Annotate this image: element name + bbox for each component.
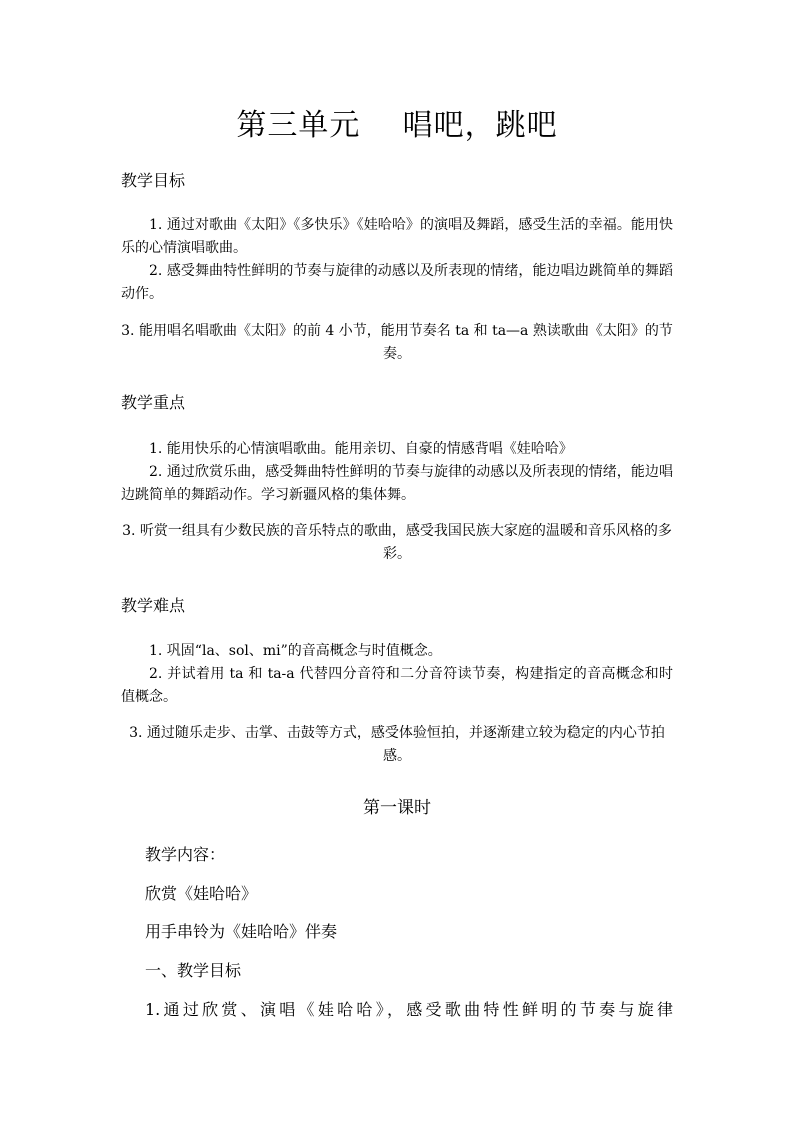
key-points-paragraph-1: 1. 能用快乐的心情演唱歌曲。能用亲切、自豪的情感背唱《娃哈哈》 <box>149 441 573 457</box>
difficulties-paragraph-1: 1. 巩固“la、sol、mi”的音高概念与时值概念。 <box>149 643 442 659</box>
page-title: 第三单元 唱吧，跳吧 <box>236 108 558 143</box>
goals-paragraph-3: 3. 能用唱名唱歌曲《太阳》的前 4 小节，能用节奏名 ta 和 ta—a 熟读歌曲《太阳》的节奏。 <box>121 323 673 362</box>
lesson-content-item-2: 用手串铃为《娃哈哈》伴奏 <box>145 922 338 941</box>
lesson-content-label: 教学内容： <box>145 845 226 864</box>
lesson-goals-label: 一、教学目标 <box>145 961 242 980</box>
lesson-title: 第一课时 <box>363 798 431 818</box>
key-points-paragraph-3: 3. 听赏一组具有少数民族的音乐特点的歌曲，感受我国民族大家庭的温暖和音乐风格的多彩。 <box>122 523 672 562</box>
section-heading-difficulties: 教学难点 <box>121 596 186 615</box>
difficulties-paragraph-2: 2. 并试着用 ta 和 ta-a 代替四分音符和二分音符读节奏，构建指定的音高概念和时值概念。 <box>121 666 673 705</box>
difficulties-paragraph-3: 3. 通过随乐走步、击掌、击鼓等方式，感受体验恒拍，并逐渐建立较为稳定的内心节拍感。 <box>129 725 665 764</box>
section-heading-key-points: 教学重点 <box>121 393 186 412</box>
lesson-goal-1: 1.通过欣赏、演唱《娃哈哈》，感受歌曲特性鲜明的节奏与旋律 <box>145 1000 673 1019</box>
key-points-paragraph-2: 2. 通过欣赏乐曲，感受舞曲特性鲜明的节奏与旋律的动感以及所表现的情绪，能边唱边跳简单的舞蹈动作。学习新疆风格的集体舞。 <box>121 464 673 503</box>
lesson-content-item-1: 欣赏《娃哈哈》 <box>145 884 258 903</box>
section-heading-goals: 教学目标 <box>121 171 186 190</box>
goals-paragraph-1: 1. 通过对歌曲《太阳》《多快乐》《娃哈哈》的演唱及舞蹈，感受生活的幸福。能用快乐的心情演唱歌曲。 <box>121 217 673 256</box>
goals-paragraph-2: 2. 感受舞曲特性鲜明的节奏与旋律的动感以及所表现的情绪，能边唱边跳简单的舞蹈动作。 <box>121 263 673 302</box>
